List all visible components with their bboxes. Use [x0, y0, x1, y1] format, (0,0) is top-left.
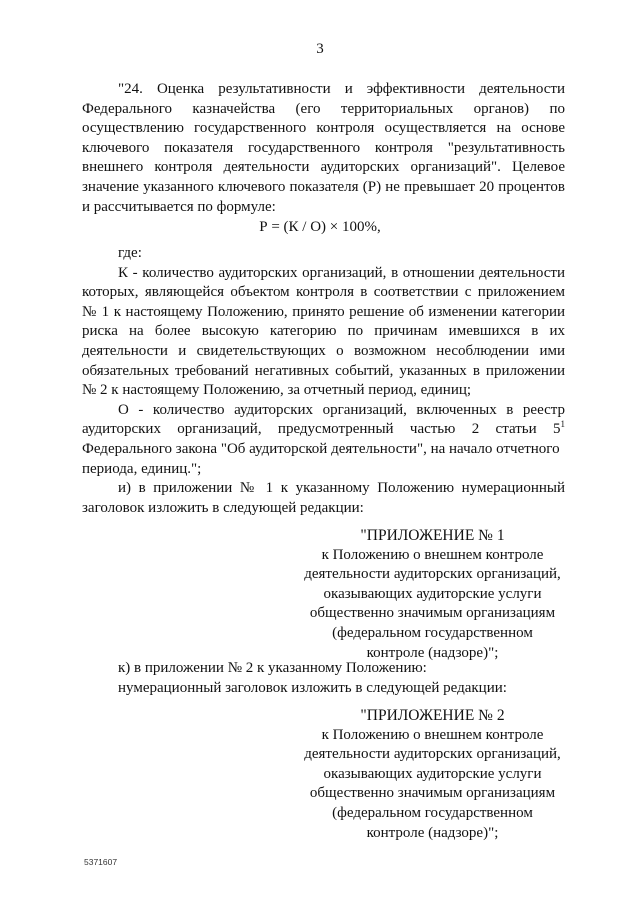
definition-o-line	[82, 420, 565, 440]
appendix-1-line: (федеральном государственном	[332, 624, 533, 641]
appendix-1-title: "ПРИЛОЖЕНИЕ № 1	[360, 527, 505, 544]
superscript: 1	[560, 419, 565, 430]
definition-k-line: № 1 к настоящему Положению, принято решение об изменении категории	[82, 303, 565, 320]
document-code: 5371607	[84, 857, 118, 867]
definition-k-line: которых, являющейся объектом контроля в соответствии с приложением	[82, 284, 565, 301]
appendix-2-line: (федеральном государственном	[332, 804, 533, 821]
paragraph-line: значение указанного ключевого показателя (Р) не превышает 20 процентов	[82, 178, 565, 195]
appendix-2-line: общественно значимым организациям	[309, 785, 556, 802]
appendix-1-heading	[300, 526, 565, 663]
definition-k-line: № 2 к настоящему Положению, за отчетный период, единиц;	[82, 382, 472, 399]
definition-k-line: обязательных требований негативных событий, указанных в приложении	[82, 362, 565, 379]
paragraph-line: "24. Оценка результативности и эффективности деятельности	[118, 81, 565, 97]
paragraph-line: внешнего контроля деятельности аудиторских организаций". Целевое	[82, 159, 565, 176]
item-i-line: заголовок изложить в следующей редакции:	[82, 499, 364, 516]
appendix-2-heading	[300, 706, 565, 843]
definitions	[82, 244, 565, 518]
formula: Р = (К / О) × 100%,	[259, 219, 381, 235]
item-i-line: и) в приложении № 1 к указанному Положению нумерационный	[118, 480, 565, 497]
appendix-1-line: деятельности аудиторских организаций,	[304, 566, 561, 583]
definition-o-line: О - количество аудиторских организаций, включенных в реестр	[118, 401, 565, 418]
paragraph-24	[82, 80, 565, 217]
appendix-1-line: контроле (надзоре)";	[366, 644, 499, 661]
appendix-1-line: общественно значимым организациям	[309, 605, 556, 622]
definition-o-text: аудиторских организаций, предусмотренный частью 2 статьи 5	[82, 421, 561, 438]
definition-o-line: периода, единиц.";	[82, 460, 202, 477]
appendix-2-title: "ПРИЛОЖЕНИЕ № 2	[360, 707, 505, 724]
item-k-line: нумерационный заголовок изложить в следующей редакции:	[118, 679, 507, 696]
appendix-1-line: к Положению о внешнем контроле	[321, 546, 544, 563]
paragraph-line: осуществлению государственного контроля осуществляется на основе	[82, 120, 565, 137]
where-label: где:	[118, 245, 142, 261]
appendix-2-line: оказывающих аудиторские услуги	[323, 765, 542, 782]
item-k-line: к) в приложении № 2 к указанному Положению:	[118, 660, 427, 676]
paragraph-line: Федерального казначейства (его территориальных органов) по	[82, 100, 565, 117]
appendix-2-line: контроле (надзоре)";	[366, 824, 499, 841]
appendix-2-line: деятельности аудиторских организаций,	[304, 746, 561, 763]
definition-k-line: К - количество аудиторских организаций, в отношении деятельности	[118, 264, 565, 281]
page-number: 3	[316, 41, 324, 57]
appendix-1-line: оказывающих аудиторские услуги	[323, 585, 542, 602]
definition-k-line: риска на более высокую категорию по причинам имевшихся в их	[82, 323, 565, 340]
paragraph-line: ключевого показателя государственного контроля "результативность	[82, 139, 565, 156]
item-k	[82, 659, 565, 698]
appendix-2-line: к Положению о внешнем контроле	[321, 726, 544, 743]
definition-o-line: Федерального закона "Об аудиторской деятельности", на начало отчетного	[82, 440, 560, 457]
definition-k-line: деятельности и свидетельствующих о возможном несоблюдении ими	[82, 342, 565, 359]
paragraph-line: и рассчитывается по формуле:	[82, 198, 276, 215]
